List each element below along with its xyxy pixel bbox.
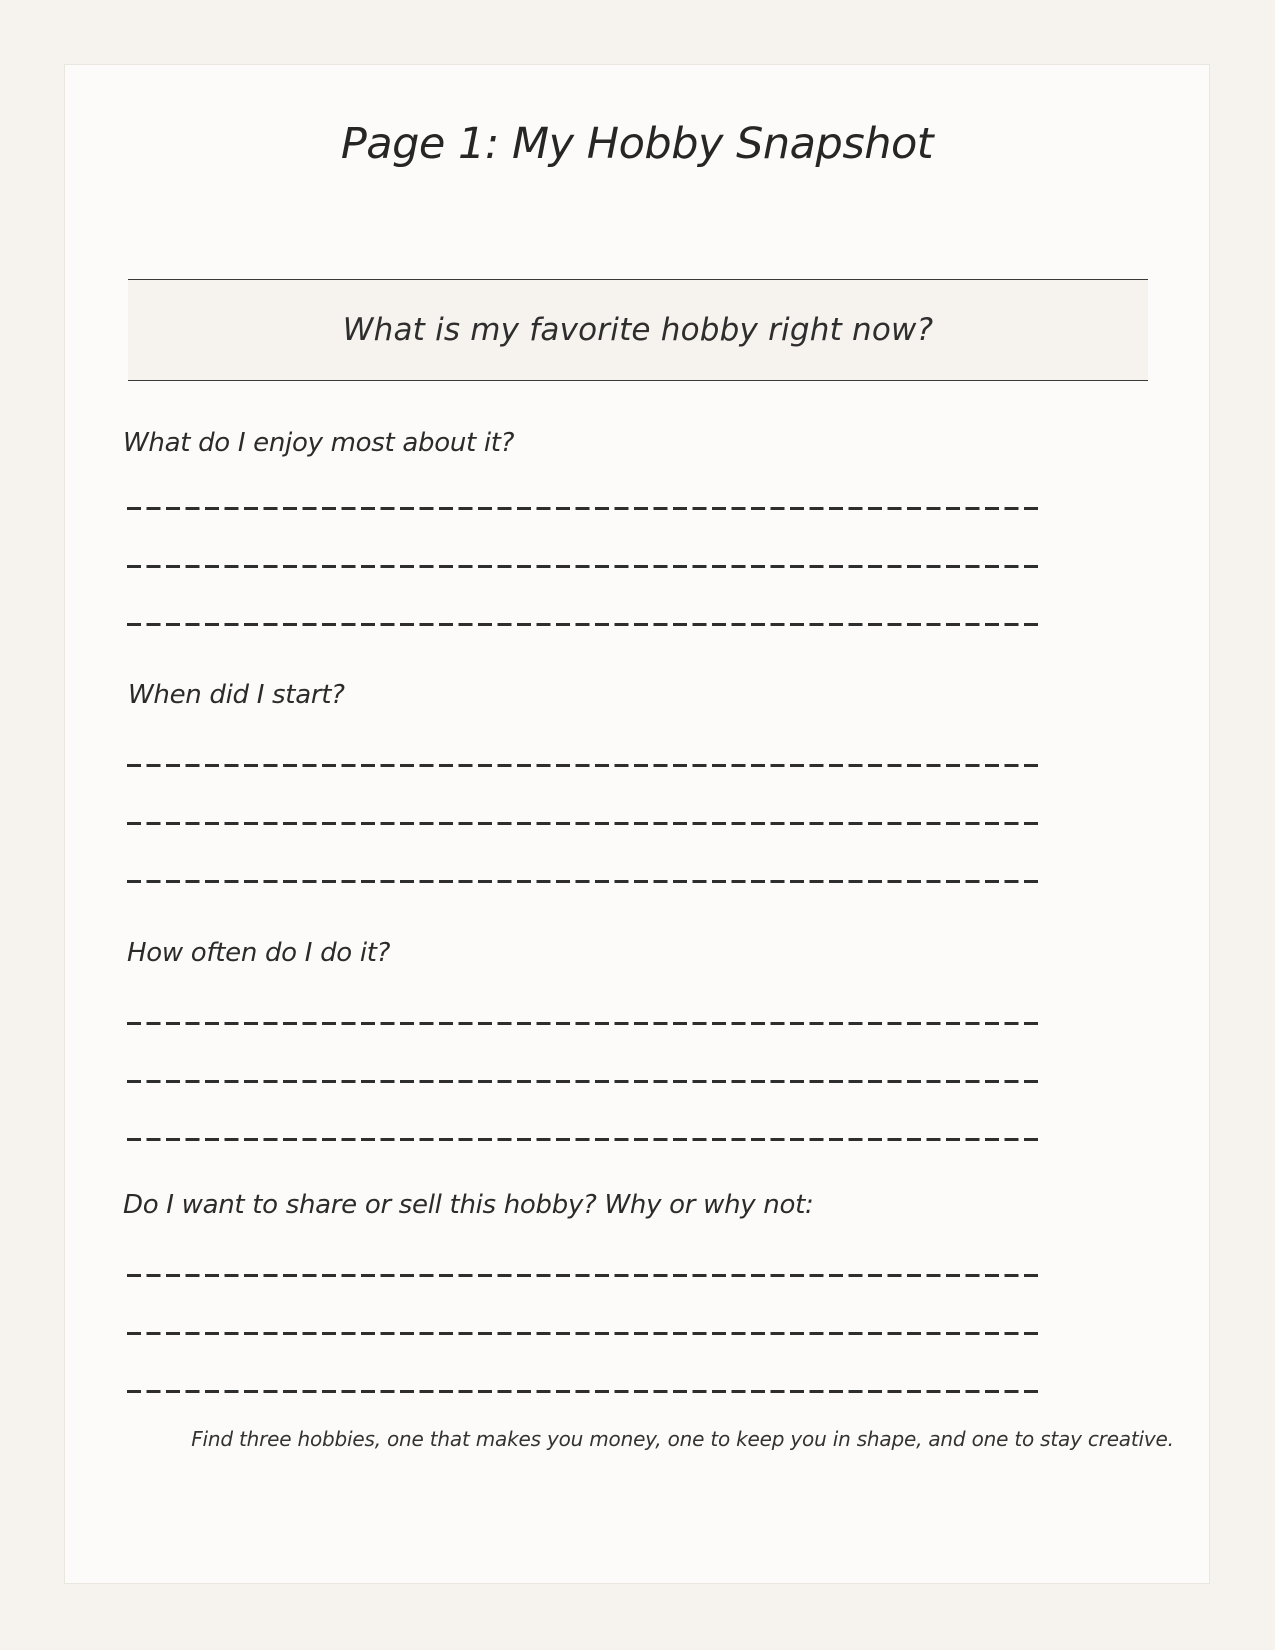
- answer-line[interactable]: [127, 764, 1043, 767]
- prompt-share-sell: Do I want to share or sell this hobby? Why or why not:: [123, 1190, 814, 1220]
- page-title: Page 1: My Hobby Snapshot: [340, 119, 934, 169]
- answer-line[interactable]: [127, 1138, 1043, 1141]
- answer-line[interactable]: [127, 822, 1043, 825]
- prompt-start: When did I start?: [128, 680, 345, 710]
- answer-line[interactable]: [127, 1390, 1043, 1393]
- prompt-enjoy: What do I enjoy most about it?: [123, 428, 515, 458]
- answer-line[interactable]: [127, 1080, 1043, 1083]
- answer-line[interactable]: [127, 880, 1043, 883]
- answer-line[interactable]: [127, 565, 1043, 568]
- answer-line[interactable]: [127, 1022, 1043, 1025]
- answer-line[interactable]: [127, 507, 1043, 510]
- favorite-hobby-question-box: [128, 279, 1148, 381]
- answer-line[interactable]: [127, 623, 1043, 626]
- favorite-hobby-question: What is my favorite hobby right now?: [342, 312, 934, 348]
- prompt-frequency: How often do I do it?: [127, 938, 391, 968]
- footer-note: Find three hobbies, one that makes you money, one to keep you in shape, and one to stay creative.: [191, 1427, 1174, 1451]
- answer-line[interactable]: [127, 1274, 1043, 1277]
- answer-line[interactable]: [127, 1332, 1043, 1335]
